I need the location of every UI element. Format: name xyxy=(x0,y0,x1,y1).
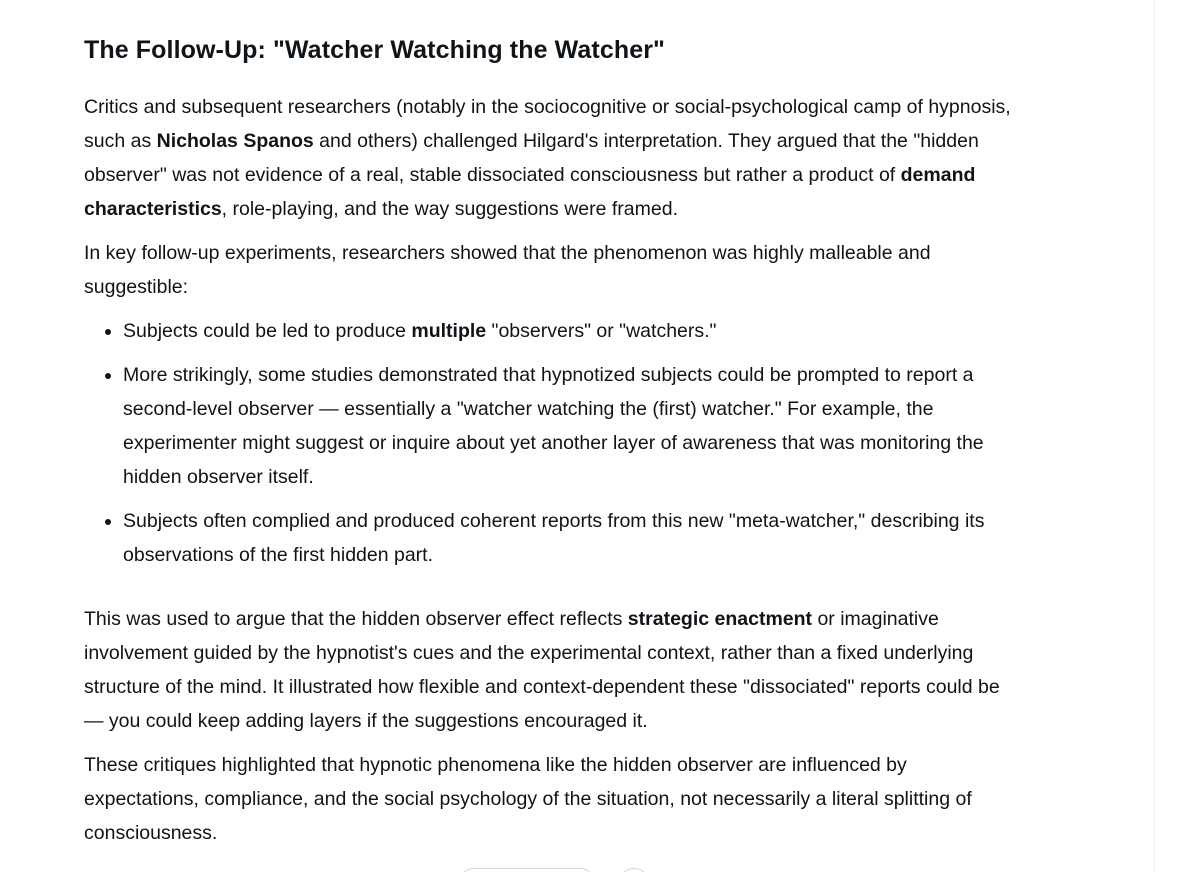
bold-term-demand-characteristics: demand characteristics xyxy=(84,164,976,220)
bold-term-multiple: multiple xyxy=(411,320,487,342)
paragraph-text: , role-playing, and the way suggestions were framed. xyxy=(221,198,678,220)
bold-term-spanos: Nicholas Spanos xyxy=(156,130,314,152)
response-article xyxy=(84,26,1024,850)
paragraph-text: Critics and subsequent researchers (notably in the sociocognitive or social-psychological camp of hypnosis, such as xyxy=(84,96,1011,152)
paragraph-text: This was used to argue that the hidden observer effect reflects xyxy=(84,608,628,630)
column-divider xyxy=(1154,0,1155,872)
scroll-to-bottom-pill-button[interactable] xyxy=(458,868,596,872)
list-item xyxy=(123,314,1024,348)
paragraph-text: or imaginative involvement guided by the hypnotist's cues and the experimental context, rather than a fixed underlying structure of the mind. It illustrated how flexible and context-dependent these "dissociated" reports could be — you could keep adding layers if the suggestions encouraged it. xyxy=(84,608,1000,732)
list-item-text: "observers" or "watchers." xyxy=(486,320,717,342)
bullet-list xyxy=(84,314,1024,572)
list-item: • Subjects often complied and produced coherent reports from this new "meta-watcher," describing its observations of the first hidden part. xyxy=(123,504,1024,572)
section-heading: The Follow-Up: "Watcher Watching the Watcher" xyxy=(84,36,665,64)
circle-action-button[interactable] xyxy=(618,868,650,872)
list-item-text: Subjects could be led to produce xyxy=(123,320,412,342)
list-item: • More strikingly, some studies demonstrated that hypnotized subjects could be prompted to report a second-level observer — essentially a "watcher watching the (first) watcher." For example, the experimenter might suggest or inquire about yet another layer of awareness that was monitoring the hidden observer itself. xyxy=(123,358,1024,494)
paragraph-critics xyxy=(84,90,1024,226)
paragraph-conclusion: These critiques highlighted that hypnotic phenomena like the hidden observer are influenced by expectations, compliance, and the social psychology of the situation, not necessarily a literal splitting of consciousness. xyxy=(84,754,972,844)
paragraph-follow-up: In key follow-up experiments, researchers showed that the phenomenon was highly malleable and suggestible: xyxy=(84,242,931,298)
bold-term-strategic-enactment: strategic enactment xyxy=(627,608,813,630)
paragraph-text: and others) challenged Hilgard's interpretation. They argued that the "hidden observer" was not evidence of a real, stable dissociated consciousness but rather a product of xyxy=(84,130,979,186)
paragraph-strategic-enactment xyxy=(84,602,1024,738)
